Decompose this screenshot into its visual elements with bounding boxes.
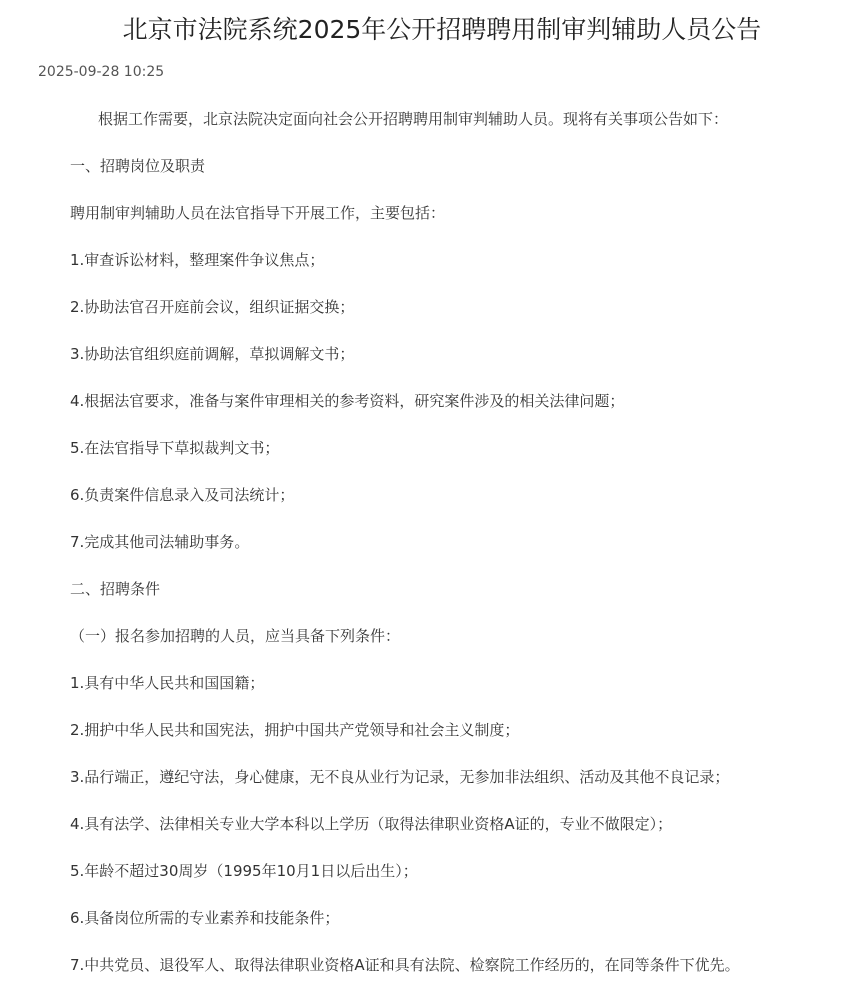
requirement-item: 7.中共党员、退役军人、取得法律职业资格A证和具有法院、检察院工作经历的，在同等条件下优先。 (70, 956, 740, 974)
requirement-item: 1.具有中华人民共和国国籍； (70, 674, 265, 692)
requirement-item: 6.具备岗位所需的专业素养和技能条件； (70, 909, 340, 927)
duty-item: 7.完成其他司法辅助事务。 (70, 533, 250, 551)
intro-paragraph: 根据工作需要，北京法院决定面向社会公开招聘聘用制审判辅助人员。现将有关事项公告如下： (98, 110, 729, 128)
section-heading-positions: 一、招聘岗位及职责 (70, 157, 206, 175)
publish-date: 2025-09-28 10:25 (38, 64, 165, 80)
requirement-item: 4.具有法学、法律相关专业大学本科以上学历（取得法律职业资格A证的，专业不做限定）； (70, 815, 673, 833)
duty-item: 6.负责案件信息录入及司法统计； (70, 486, 295, 504)
duty-item: 2.协助法官召开庭前会议，组织证据交换； (70, 298, 355, 316)
article-title: 北京市法院系统2025年公开招聘聘用制审判辅助人员公告 (122, 15, 762, 44)
requirement-item: 2.拥护中华人民共和国宪法，拥护中国共产党领导和社会主义制度； (70, 721, 520, 739)
section-heading-requirements: 二、招聘条件 (70, 580, 161, 598)
requirement-item: 5.年龄不超过30周岁（1995年10月1日以后出生）； (70, 862, 418, 880)
duty-item: 1.审查诉讼材料，整理案件争议焦点； (70, 251, 325, 269)
duties-intro: 聘用制审判辅助人员在法官指导下开展工作，主要包括： (70, 204, 446, 222)
requirement-item: 3.品行端正，遵纪守法，身心健康，无不良从业行为记录，无参加非法组织、活动及其他不良记录； (70, 768, 730, 786)
duty-item: 3.协助法官组织庭前调解，草拟调解文书； (70, 345, 355, 363)
duty-item: 4.根据法官要求，准备与案件审理相关的参考资料，研究案件涉及的相关法律问题； (70, 392, 625, 410)
duty-item: 5.在法官指导下草拟裁判文书； (70, 439, 280, 457)
subsection-heading: （一）报名参加招聘的人员，应当具备下列条件： (70, 627, 401, 645)
